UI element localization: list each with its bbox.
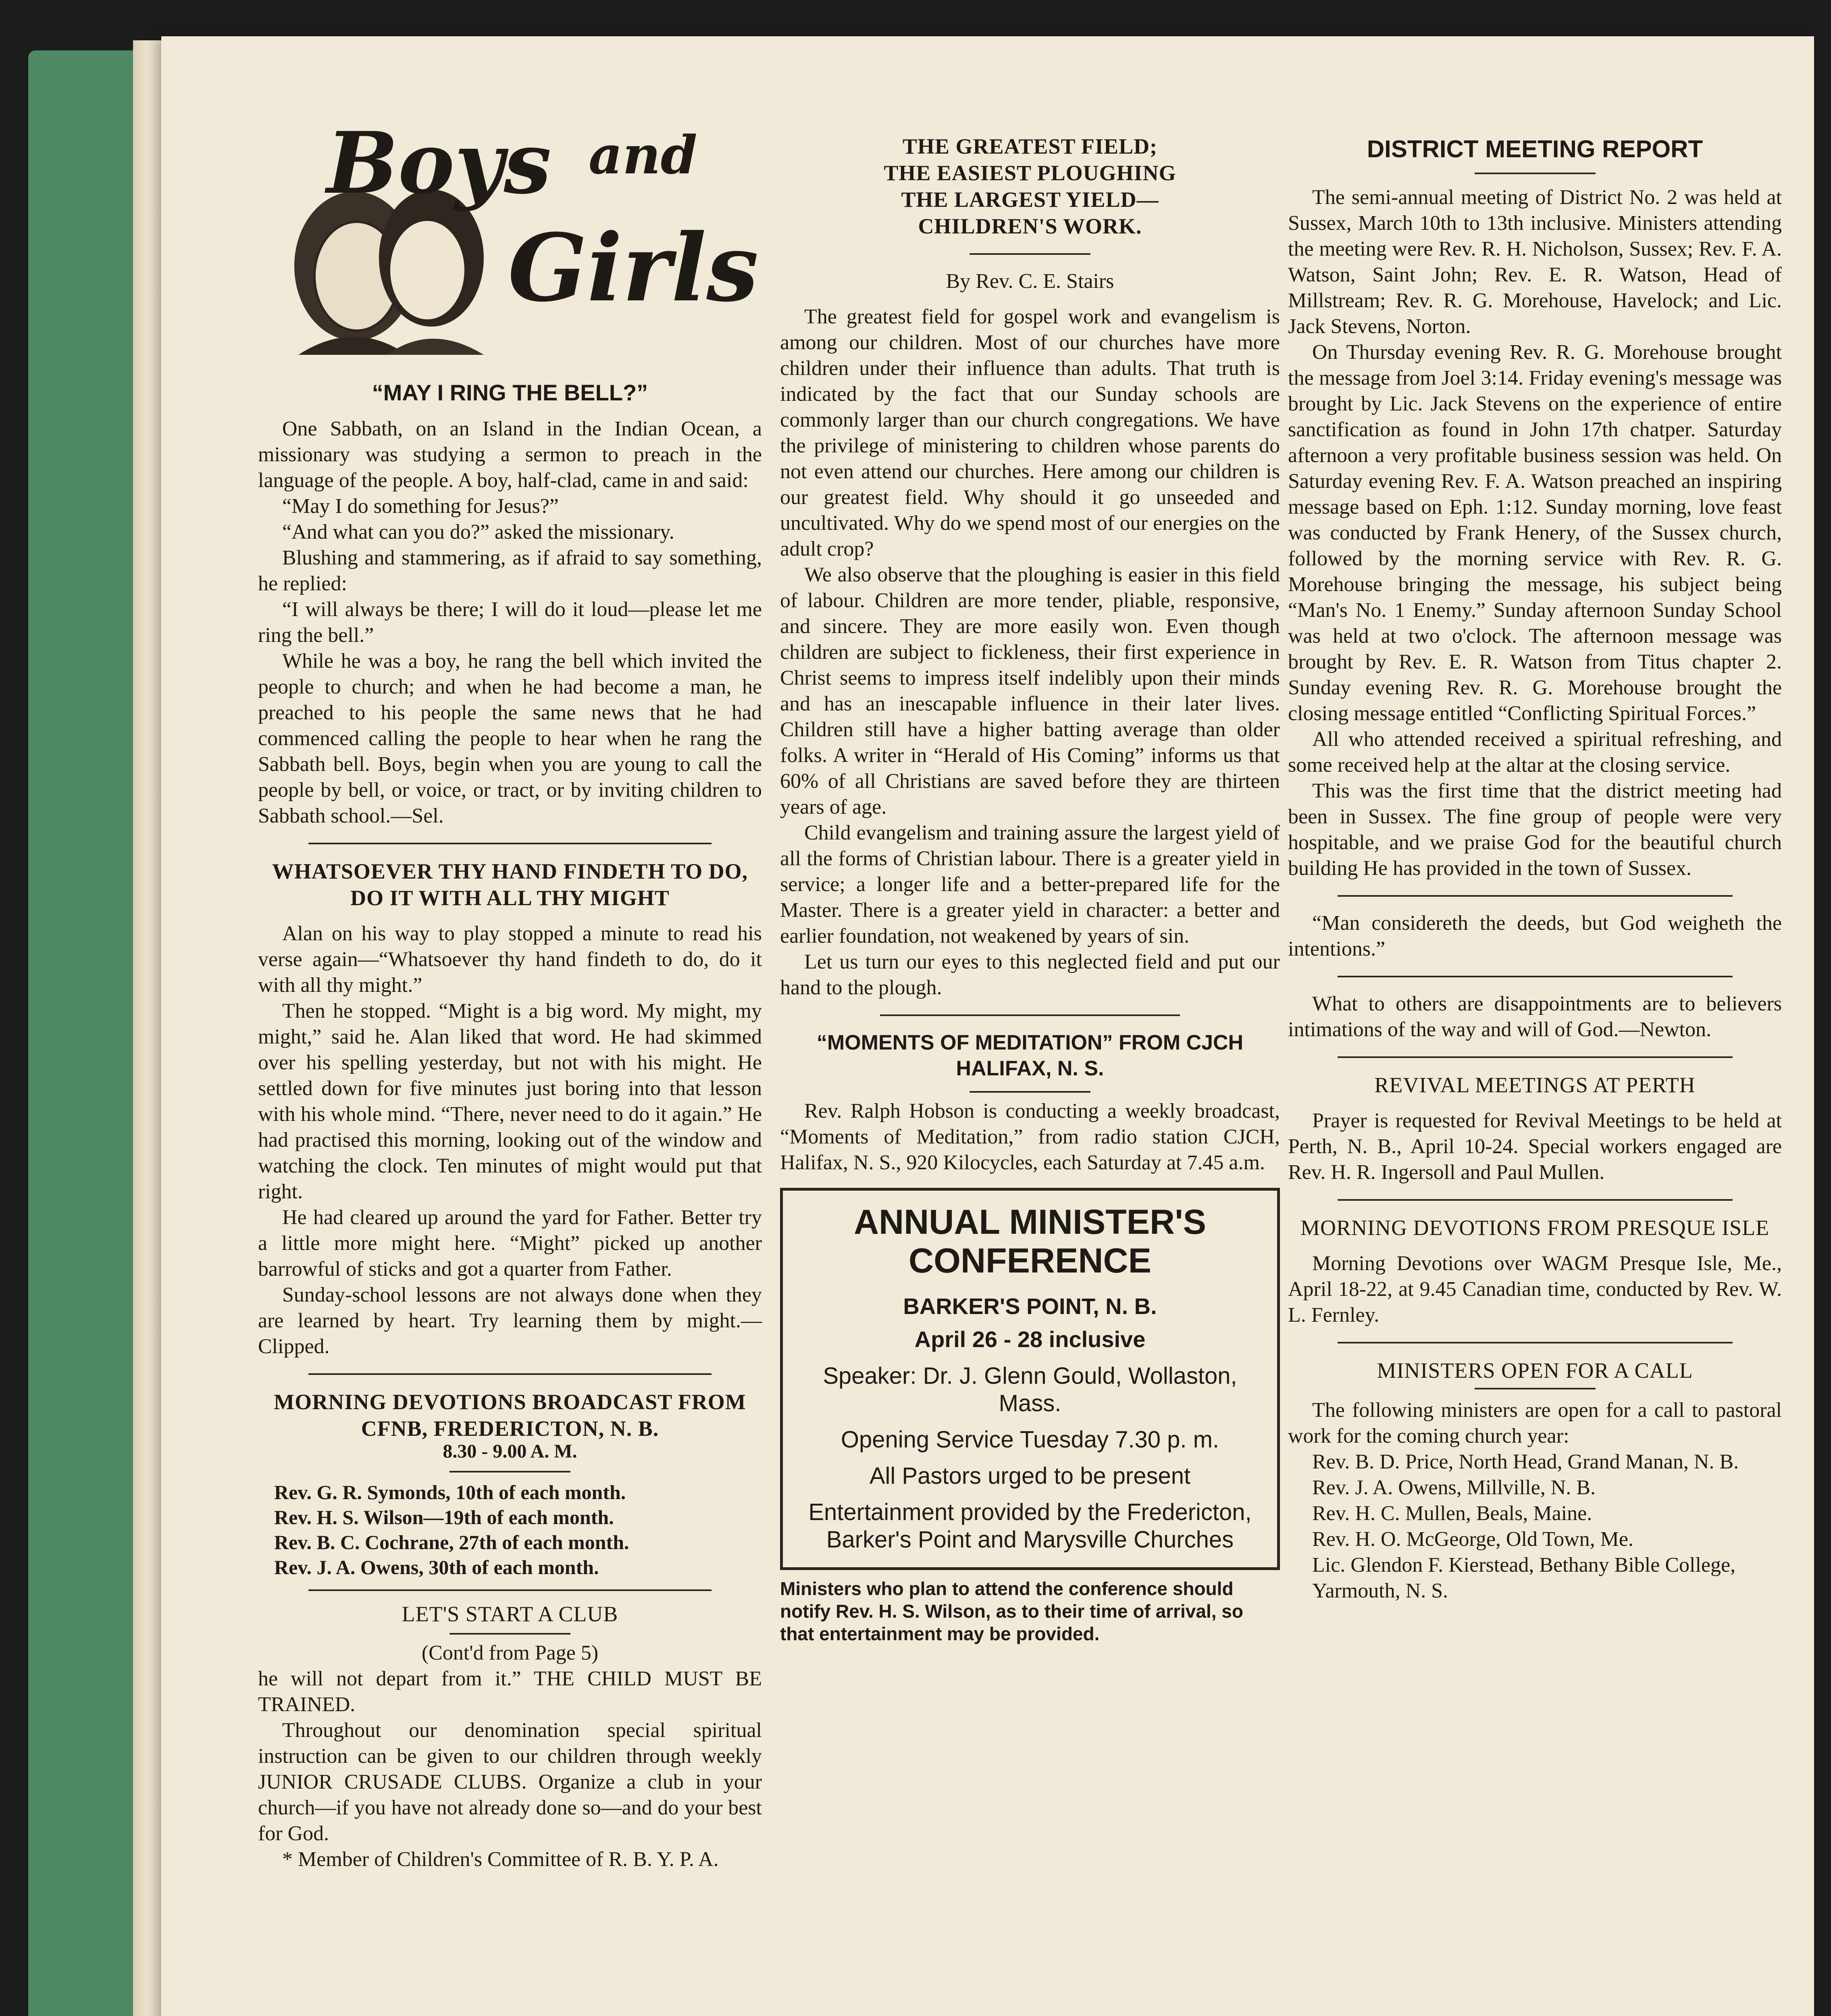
paragraph: Child evangelism and training assure the largest yield of all the forms of Christian labour. There is a greater yield in service; a longer life and a better-prepared life for the Master. There is a greater yield in character: a better and earlier foundation, not weakened by years of sin. <box>780 821 1280 948</box>
paragraph: One Sabbath, on an Island in the Indian Ocean, a missionary was studying a sermon to preach in the language of the people. A boy, half-clad, came in and said: <box>258 417 762 492</box>
paragraph: “And what can you do?” asked the missionary. <box>282 521 674 544</box>
conference-dates: April 26 - 28 inclusive <box>914 1327 1146 1352</box>
paragraph: On Thursday evening Rev. R. G. Morehouse brought the message from Joel 3:14. Friday evening's message was brought by Lic. Jack Stevens on the experience of entire sanctification as found in John 17th chatper. Saturday afternoon a very profitable business session was held. On Saturday evening Rev. F. A. Watson preached an inspiring message based on Eph. 1:12. Sunday morning, love feast was conducted by Frank Henery, of the Sussex church, followed by the morning service with Rev. R. G. Morehouse bringing the message, his subject being “Man's No. 1 Enemy.” Sunday afternoon Sunday School was held at two o'clock. The afternoon message was brought by Rev. E. R. Watson from Titus chapter 2. Sunday evening Rev. R. G. Morehouse brought the closing message entitled “Conflicting Spiritual Forces.” <box>1288 341 1782 725</box>
paragraph: Then he stopped. “Might is a big word. My might, my might,” said he. Alan liked that word. He had skimmed over his spelling yesterday, but not with his might. He settled down for five minutes just boring into that lesson with his whole mind. “There, never need to do it again.” He had practised this morning, looking out of the window and watching the clock. Ten minutes of might would put that right. <box>258 1000 762 1203</box>
broadcast-time: 8.30 - 9.00 A. M. <box>443 1441 577 1462</box>
presque-isle-text: Morning Devotions over WAGM Presque Isle, Me., April 18-22, at 9.45 Canadian time, conducted by Rev. W. L. Fernley. <box>1288 1252 1782 1327</box>
club-continued-note: (Cont'd from Page 5) <box>421 1641 599 1664</box>
title-line: THE LARGEST YIELD— <box>901 187 1159 212</box>
title-line: THE GREATEST FIELD; <box>902 134 1158 158</box>
paragraph: Sunday-school lessons are not always done when they are learned by heart. Try learning them by might.—Clipped. <box>258 1283 762 1358</box>
ministers-list <box>1288 1449 1782 1604</box>
bell-article-title: “MAY I RING THE BELL?” <box>372 380 648 405</box>
logo-word-girls: Girls <box>508 214 759 323</box>
conference-speaker: Speaker: Dr. J. Glenn Gould, Wollaston, Mass. <box>823 1363 1237 1416</box>
district-report-body <box>1288 185 1782 881</box>
list-item: Rev. H. S. Wilson—19th of each month. <box>274 1506 614 1529</box>
bell-article-body <box>258 416 762 829</box>
title-line: CHILDREN'S WORK. <box>918 214 1142 238</box>
might-article-body <box>258 921 762 1360</box>
list-item: Lic. Glendon F. Kierstead, Bethany Bible College, Yarmouth, N. S. <box>1312 1554 1736 1602</box>
paragraph: Let us turn our eyes to this neglected field and put our hand to the plough. <box>780 950 1280 999</box>
divider <box>880 1014 1180 1016</box>
ministers-title: MINISTERS OPEN FOR A CALL <box>1377 1358 1693 1383</box>
conference-announcement-box <box>780 1188 1280 1570</box>
list-item: Rev. G. R. Symonds, 10th of each month. <box>274 1481 626 1504</box>
divider <box>970 253 1090 255</box>
list-item: Rev. B. C. Cochrane, 27th of each month. <box>274 1531 629 1554</box>
might-article-title: WHATSOEVER THY HAND FINDETH TO DO, DO IT WITH ALL THY MIGHT <box>272 859 748 910</box>
list-item: Rev. H. C. Mullen, Beals, Maine. <box>1312 1502 1592 1525</box>
meditation-title: “MOMENTS OF MEDITATION” FROM CJCH HALIFAX, N. S. <box>816 1031 1244 1080</box>
quote-newton: What to others are disappointments are to believers intimations of the way and will of God.—Newton. <box>1288 992 1782 1041</box>
perth-title: REVIVAL MEETINGS AT PERTH <box>1374 1073 1696 1097</box>
paragraph: All who attended received a spiritual refreshing, and some received help at the altar at the closing service. <box>1288 728 1782 777</box>
divider <box>308 1589 712 1591</box>
paragraph: The semi-annual meeting of District No. 2 was held at Sussex, March 10th to 13th inclusive. Ministers attending the meeting were Rev. R. H. Nicholson, Sussex; Rev. F. A. Watson, Saint John; Rev. E. R. Watson, Head of Millstream; Rev. R. G. Morehouse, Havelock; and Lic. Jack Stevens, Norton. <box>1288 186 1782 338</box>
right-column <box>1288 117 1782 1604</box>
paragraph: The greatest field for gospel work and evangelism is among our children. Most of our churches have more children under their influence than adults. That truth is indicated by the fact that our Sunday schools are commonly larger than our church congregations. We have the privilege of ministering to children whose parents do not even attend our churches. Here among our children is our greatest field. Why should it go unseeded and uncultivated. Why do we spend most of our energies on the adult crop? <box>780 305 1280 560</box>
meditation-text: Rev. Ralph Hobson is conducting a weekly broadcast, “Moments of Meditation,” from radio station CJCH, Halifax, N. S., 920 Kilocycles, each Saturday at 7.45 a.m. <box>780 1100 1280 1174</box>
broadcast-title: MORNING DEVOTIONS BROADCAST FROM CFNB, FREDERICTON, N. B. <box>274 1390 746 1441</box>
paragraph: This was the first time that the district meeting had been in Sussex. The fine group of people were very hospitable, and we praise God for the beautiful church building He has provided in the town of Sussex. <box>1288 779 1782 880</box>
left-column <box>258 113 762 1872</box>
field-article-title <box>780 133 1280 240</box>
divider <box>1338 895 1733 897</box>
field-article-body <box>780 304 1280 1001</box>
paragraph: While he was a boy, he rang the bell which invited the people to church; and when he had become a man, he preached to his people the same news that he had commenced calling the people to hear when he rang the Sabbath bell. Boys, begin when you are young to call the people by bell, or voice, or tract, or by inviting children to Sabbath school.—Sel. <box>258 650 762 827</box>
divider <box>449 1633 570 1635</box>
broadcast-schedule <box>274 1480 762 1580</box>
perth-text: Prayer is requested for Revival Meetings to be held at Perth, N. B., April 10-24. Special workers engaged are Rev. H. R. Ingersoll and Paul Mullen. <box>1288 1109 1782 1184</box>
divider <box>1338 1342 1733 1343</box>
conference-entertainment: Entertainment provided by the Fredericton, Barker's Point and Marysville Churches <box>808 1499 1252 1553</box>
conference-opening: Opening Service Tuesday 7.30 p. m. <box>841 1427 1219 1453</box>
paragraph: Blushing and stammering, as if afraid to say something, he replied: <box>258 546 762 595</box>
boys-and-girls-logo <box>258 113 762 367</box>
divider <box>1475 1388 1596 1389</box>
field-article-byline: By Rev. C. E. Stairs <box>946 270 1114 293</box>
footnote: * Member of Children's Committee of R. B. Y. P. A. <box>282 1848 719 1871</box>
conference-pastors: All Pastors urged to be present <box>869 1463 1191 1489</box>
paragraph: “May I do something for Jesus?” <box>282 495 559 518</box>
conference-place: BARKER'S POINT, N. B. <box>903 1293 1157 1319</box>
list-item: Rev. J. A. Owens, Millville, N. B. <box>1312 1476 1596 1499</box>
divider <box>1475 173 1596 174</box>
divider <box>1338 1199 1733 1201</box>
district-report-title: DISTRICT MEETING REPORT <box>1367 135 1703 162</box>
logo-word-boys: Boys <box>327 113 551 213</box>
divider <box>308 843 712 844</box>
club-title: LET'S START A CLUB <box>402 1602 618 1626</box>
paragraph: Alan on his way to play stopped a minute to read his verse again—“Whatsoever thy hand findeth to do, do it with all thy might.” <box>258 922 762 997</box>
divider <box>1338 976 1733 977</box>
middle-column <box>780 117 1280 1645</box>
ministers-intro: The following ministers are open for a call to pastoral work for the coming church year: <box>1288 1399 1782 1447</box>
paragraph: We also observe that the ploughing is easier in this field of labour. Children are more tender, pliable, responsive, and sincere. They are more easily won. Even though children are subject to fickleness, their first experience in Christ seems to impress itself indelibly upon their minds and has an inescapable influence in their later lives. Children still have a higher batting average than older folks. A writer in “Herald of His Coming” informs us that 60% of all Christians are saved before they are thirteen years of age. <box>780 563 1280 818</box>
list-item: Rev. H. O. McGeorge, Old Town, Me. <box>1312 1528 1633 1551</box>
paragraph: He had cleared up around the yard for Father. Better try a little more might here. “Might” picked up another barrowful of sticks and got a quarter from Father. <box>258 1206 762 1281</box>
divider <box>308 1373 712 1375</box>
conference-title: ANNUAL MINISTER'S CONFERENCE <box>853 1203 1207 1280</box>
divider <box>1338 1056 1733 1058</box>
presque-isle-title: MORNING DEVOTIONS FROM PRESQUE ISLE <box>1300 1216 1770 1240</box>
quote-intentions: “Man considereth the deeds, but God weigheth the intentions.” <box>1288 912 1782 960</box>
conference-note: Ministers who plan to attend the conference should notify Rev. H. S. Wilson, as to their time of arrival, so that entertainment may be provided. <box>780 1578 1243 1644</box>
list-item: Rev. J. A. Owens, 30th of each month. <box>274 1556 599 1579</box>
logo-word-and: and <box>589 124 697 186</box>
divider <box>449 1471 570 1472</box>
divider <box>970 1091 1090 1093</box>
title-line: THE EASIEST PLOUGHING <box>884 161 1176 185</box>
paragraph: he will not depart from it.” THE CHILD MUST BE TRAINED. <box>258 1667 762 1716</box>
paragraph: “I will always be there; I will do it loud—please let me ring the bell.” <box>258 598 762 647</box>
paragraph: Throughout our denomination special spiritual instruction can be given to our children through weekly JUNIOR CRUSADE CLUBS. Organize a club in your church—if you have not already done so—and do your best for God. <box>258 1719 762 1845</box>
list-item: Rev. B. D. Price, North Head, Grand Manan, N. B. <box>1312 1450 1739 1473</box>
